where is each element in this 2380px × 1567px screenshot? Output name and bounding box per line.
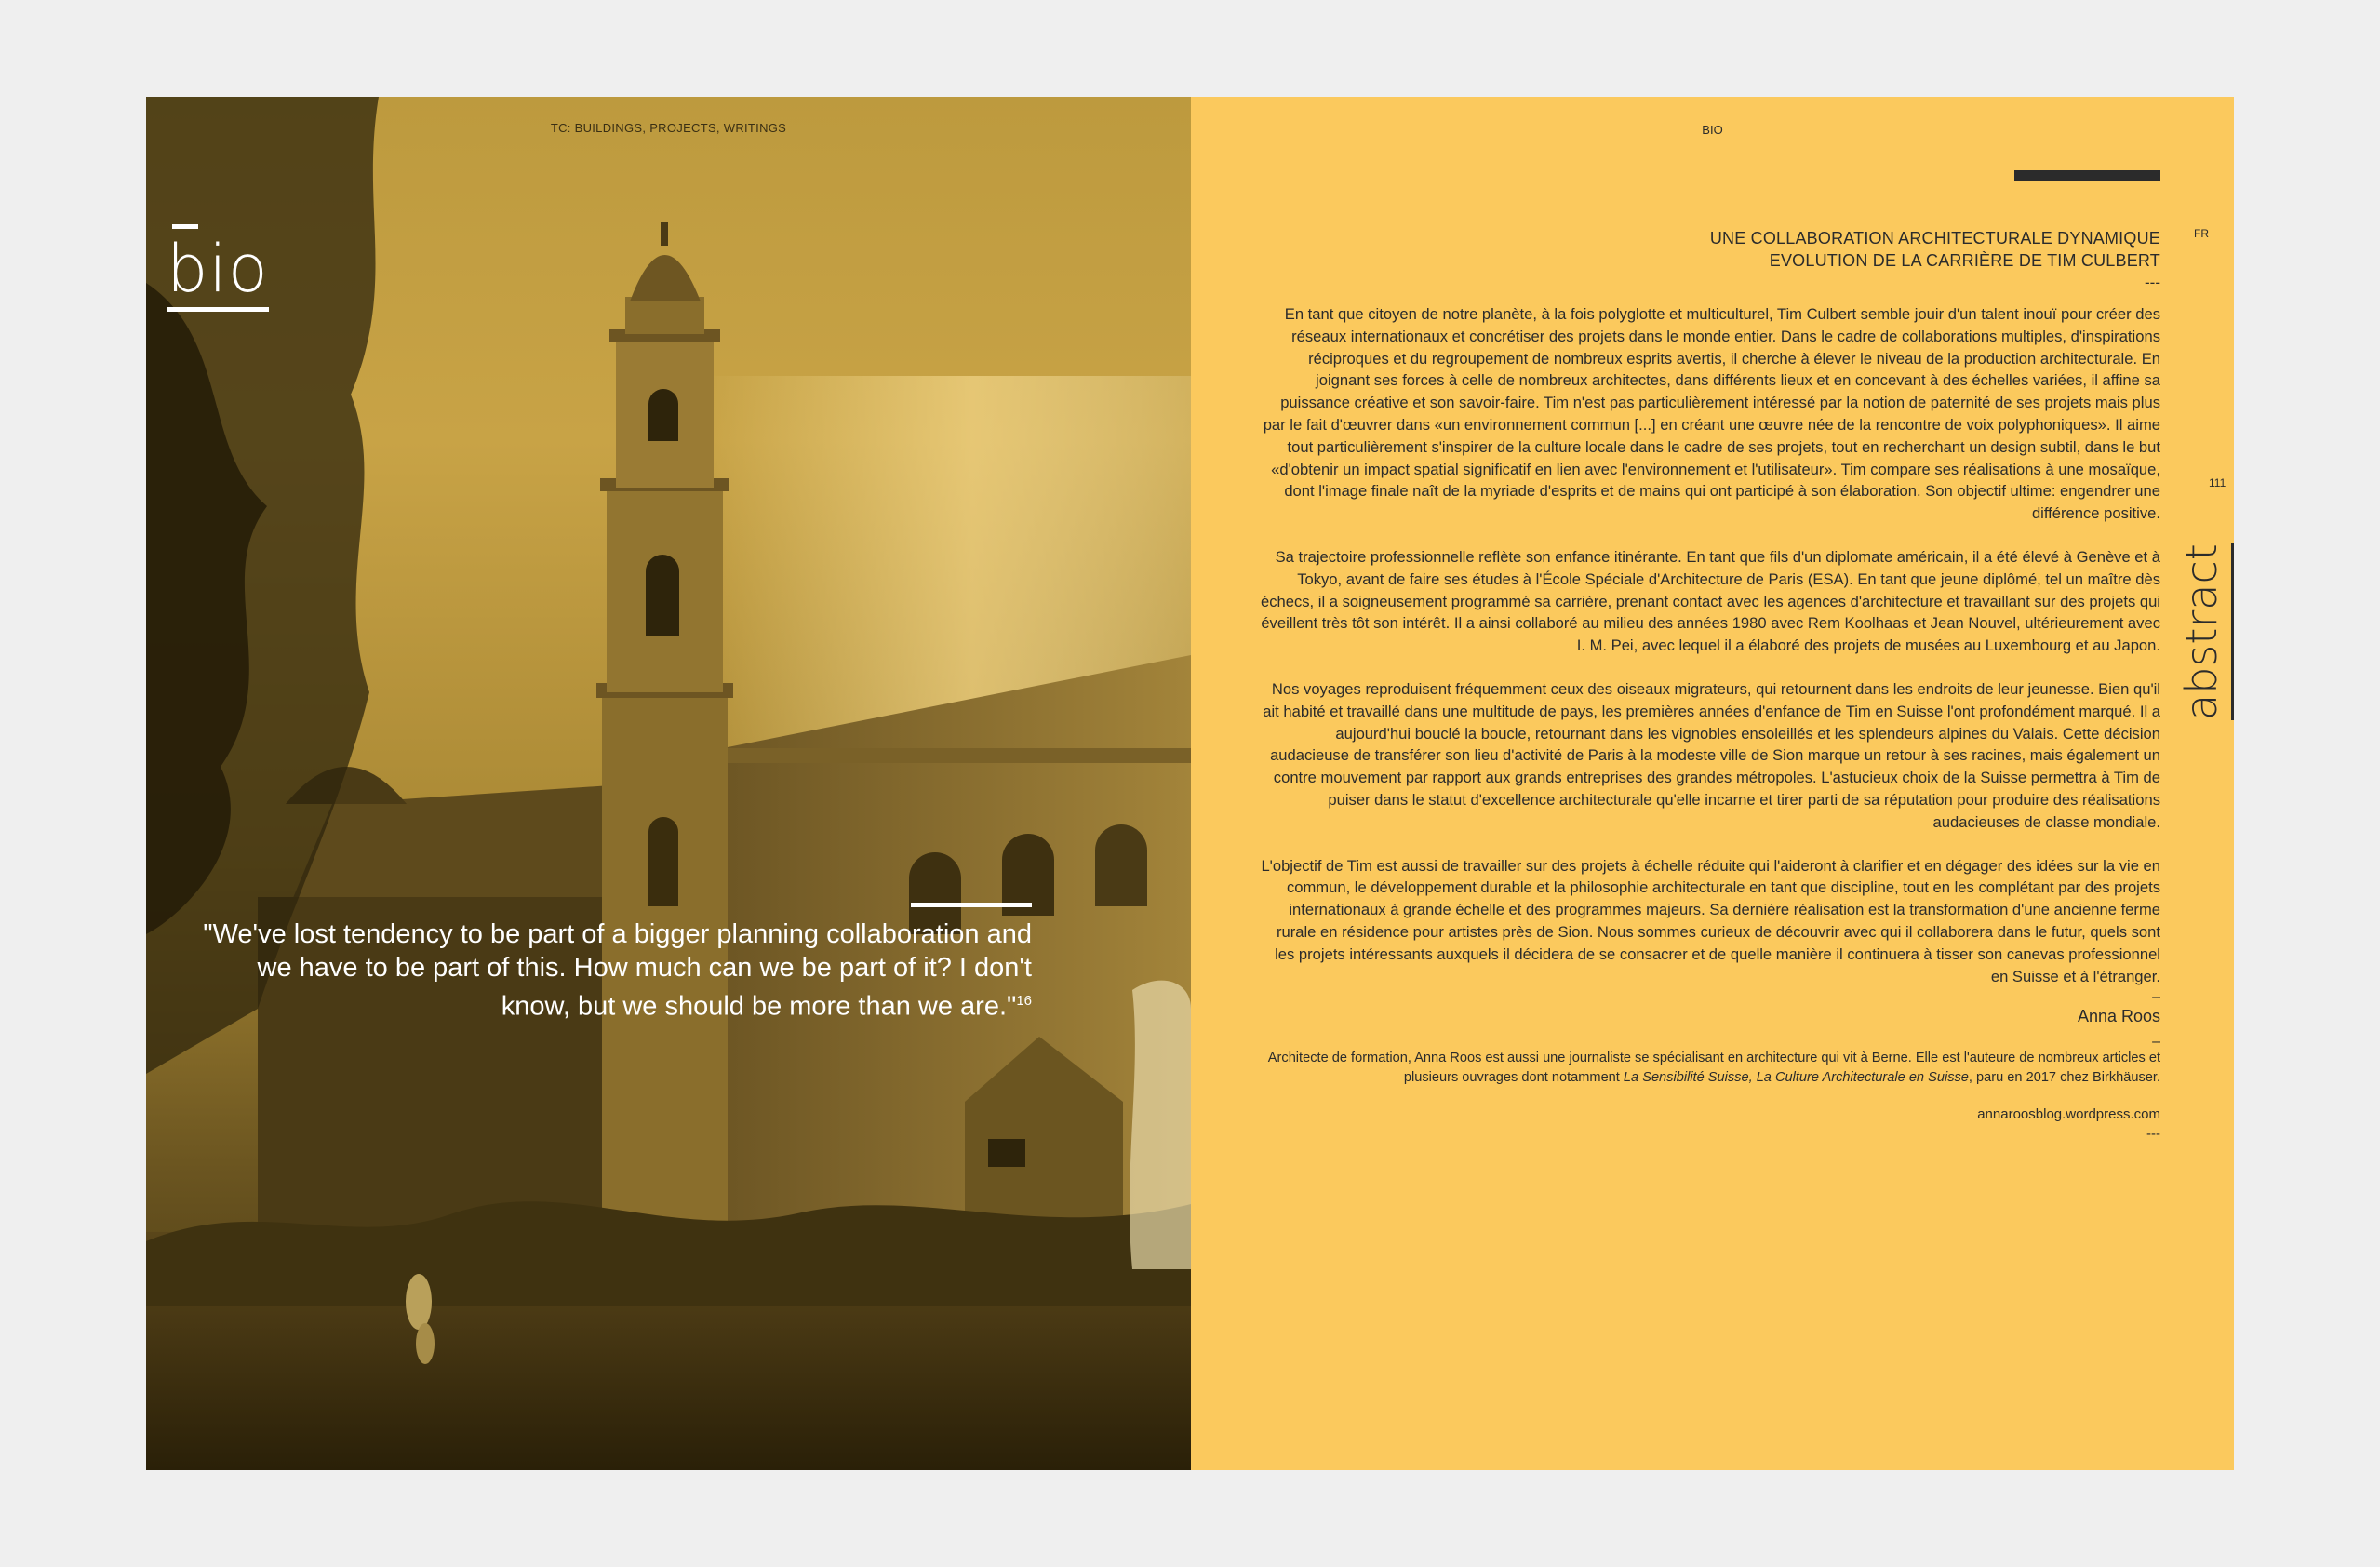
quote-rule bbox=[911, 903, 1032, 907]
title-dash bbox=[172, 224, 198, 229]
running-head: TC: BUILDINGS, PROJECTS, WRITINGS bbox=[550, 121, 787, 135]
author-bio-text: Architecte de formation, Anna Roos est aussi une journaliste se spécialisant en architecture qui vit à Berne. Elle est l'auteure de nombreux articles et plusieurs ouvrages dont notamment bbox=[1267, 1051, 2160, 1086]
headline-line-2: EVOLUTION DE LA CARRIÈRE DE TIM CULBERT bbox=[1769, 251, 2160, 270]
author-bio bbox=[1256, 1049, 2160, 1088]
page-number: 111 bbox=[2209, 476, 2226, 489]
side-label-box bbox=[2175, 543, 2234, 720]
magazine-spread bbox=[146, 97, 2234, 1470]
section-title: bio bbox=[167, 236, 269, 312]
church-photo bbox=[146, 97, 1191, 1470]
end-separator: --- bbox=[2146, 1126, 2160, 1143]
right-page bbox=[1191, 97, 2234, 1470]
author-bio-publisher: , paru en 2017 chez Birkhäuser. bbox=[1968, 1070, 2160, 1086]
quote-text: "We've lost tendency to be part of a bigger planning collaboration and we have to be part of this. How much can we be part of it? I don't know, but we should be more than we are." bbox=[203, 919, 1032, 1022]
running-head: BIO bbox=[1702, 123, 1723, 137]
paragraph: En tant que citoyen de notre planète, à la fois polyglotte et multiculturel, Tim Culbert semble jouir d'un talent inouï pour créer des réseaux internationaux et concrétiser des projets dans le monde entier. Dans le cadre de collaborations multiples, d'inspirations réciproques et du regroupement de nombreux esprits avertis, il cherche à élever le niveau de la production architecturale. En joignant ses forces à celle de nombreux architectes, dans différents lieux et en concevant à des échelles variées, il affine sa puissance créative et son savoir-faire. Tim n'est pas particulièrement intéressé par la notion de paternité de ses projets mais plus par le fait d'œuvrer dans «un environnement commun [...] en créant une œuvre née de la rencontre de voix polyphoniques». Il aime tout particulièrement s'inspirer de la culture locale dans le cadre de ses projets, tout en recherchant un design subtil, dans le but «d'obtenir un impact spatial significatif en lien avec l'environnement et l'utilisateur». Tim compare ses réalisations à une mosaïque, dont l'image finale naît de la myriade d'esprits et de mains qui ont participé à son élaboration. Son objectif ultime: engendrer une différence positive. bbox=[1263, 305, 2160, 523]
headline bbox=[1256, 227, 2160, 272]
header-bar bbox=[2014, 170, 2160, 181]
author-dash: – bbox=[2152, 989, 2160, 1006]
left-page bbox=[146, 97, 1191, 1470]
language-tag: FR bbox=[2194, 227, 2209, 240]
side-label: abstract bbox=[2176, 543, 2226, 720]
author-website-link[interactable]: annaroosblog.wordpress.com bbox=[1977, 1106, 2160, 1123]
pull-quote bbox=[202, 917, 1032, 1024]
paragraph: L'objectif de Tim est aussi de travailler sur des projets à échelle réduite qui l'aideront à clarifier et en dégager des idées sur la vie en commun, le développement durable et la philosophie architecturale en tant que discipline, tout en les complétant par des projets internationaux à grande échelle et des programmes majeurs. Sa dernière réalisation est la transformation d'une ancienne ferme rurale en résidence pour artistes près de Sion. Nous sommes curieux de découvrir avec qui il collaborera dans le futur, quels sont les projets intéressants auxquels il décidera de se consacrer et de quelle manière il continuera à tisser son canevas professionnel en Suisse et à l'étranger. bbox=[1261, 856, 2160, 985]
author-bio-dash: – bbox=[2152, 1034, 2160, 1051]
separator: --- bbox=[2145, 274, 2160, 291]
book-title: La Sensibilité Suisse, La Culture Architecturale en Suisse bbox=[1623, 1070, 1969, 1086]
author-name: Anna Roos bbox=[2077, 1007, 2160, 1026]
footnote-mark: 16 bbox=[1016, 993, 1032, 1009]
paragraph: Nos voyages reproduisent fréquemment ceux des oiseaux migrateurs, qui retournent dans les endroits de leur jeunesse. Bien qu'il ait habité et travaillé dans une multitude de pays, les premières années d'enfance de Tim en Suisse l'ont profondément marqué. Il a aujourd'hui bouclé la boucle, retournant dans les vignobles ensoleillés et les splendeurs alpines du Valais. Cette décision audacieuse de transférer son lieu d'activité de Paris à la modeste ville de Sion marque un retour à ses racines, mais également un contre mouvement par rapport aux grands entreprises des grandes métropoles. L'astucieux choix de la Suisse permettra à Tim de puiser dans le statut d'excellence architecturale qu'elle incarne et tirer parti de sa réputation pour produire des réalisations audacieuses de classe mondiale. bbox=[1263, 679, 2160, 831]
headline-line-1: UNE COLLABORATION ARCHITECTURALE DYNAMIQUE bbox=[1709, 229, 2160, 248]
article bbox=[1256, 227, 2160, 1144]
paragraph: Sa trajectoire professionnelle reflète son enfance itinérante. En tant que fils d'un diplomate américain, il a été élevé à Genève et à Tokyo, avant de faire ses études à l'École Spéciale d'Architecture de Paris (ESA). En tant que jeune diplômé, tel un maître dès échecs, il a soigneusement programmé sa carrière, prenant contact avec les agences d'architecture et travaillant sur des projets qui éveillent très tôt son intérêt. Il a ainsi collaboré au milieu des années 1980 avec Rem Koolhaas et Jean Nouvel, ultérieurement avec I. M. Pei, avec lequel il a élaboré des projets de musées au Luxembourg et au Japon. bbox=[1260, 547, 2160, 655]
